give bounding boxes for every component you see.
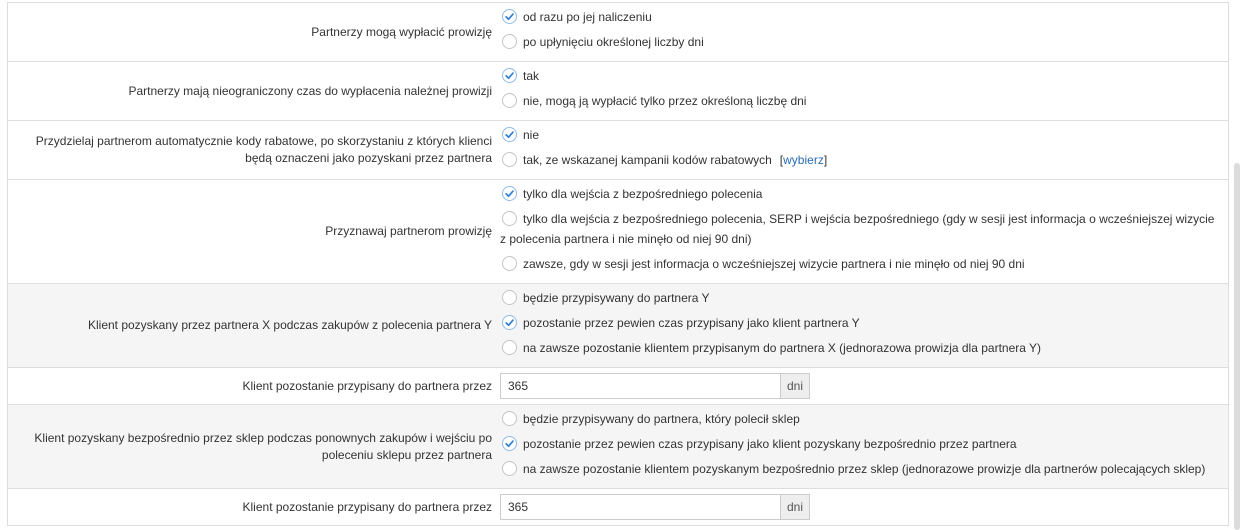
radio-button[interactable] [502, 127, 517, 142]
radio-option-assign-to-partner-y[interactable] [500, 288, 1228, 308]
setting-row-assignment-period-direct [8, 489, 1228, 526]
campaign-picker [780, 153, 827, 167]
setting-row-assignment-period [8, 368, 1228, 405]
days-input-group [500, 494, 1228, 520]
setting-row-commission-scope [8, 180, 1228, 284]
setting-label-text: Partnerzy mają nieograniczony czas do wypłacenia należnej prowizji [128, 83, 492, 98]
radio-option-payout-immediately[interactable] [500, 7, 1228, 27]
radio-check-icon [502, 9, 517, 24]
radio-check-icon [502, 211, 517, 226]
bracket-open: [ [779, 153, 784, 167]
radio-option-label: tak, ze wskazanej kampanii kodów rabatowych [523, 153, 772, 167]
radio-button[interactable] [502, 461, 517, 476]
radio-button[interactable] [502, 411, 517, 426]
setting-label [8, 489, 500, 525]
input-cell [500, 368, 1228, 404]
radio-option-label: od razu po jej naliczeniu [523, 10, 652, 24]
radio-option-codes-yes[interactable] [500, 150, 1228, 170]
radio-option-label: zawsze, gdy w sesji jest informacja o wcześniejszej wizycie partnera i nie minęło od niej 90 dni [523, 257, 1025, 271]
radio-button[interactable] [502, 186, 517, 201]
affiliate-settings-panel [7, 2, 1229, 526]
setting-label-text: Partnerzy mogą wypłacić prowizję [311, 24, 492, 39]
setting-label [8, 3, 500, 61]
radio-option-label: tylko dla wejścia z bezpośredniego polecenia [523, 187, 763, 201]
radio-option-label: nie [523, 128, 540, 142]
setting-label [8, 284, 500, 367]
radio-button[interactable] [502, 152, 517, 167]
radio-option-label: na zawsze pozostanie klientem przypisanym do partnera X (jednorazowa prowizja dla partnera Y) [523, 341, 1042, 355]
radio-check-icon [502, 186, 517, 201]
assignment-days-input[interactable] [500, 373, 780, 399]
radio-option-label: będzie przypisywany do partnera, który polecił sklep [523, 412, 800, 426]
setting-label-text: Klient pozostanie przypisany do partnera przez [242, 378, 492, 393]
radio-check-icon [502, 340, 517, 355]
setting-label-text: Klient pozyskany przez partnera X podczas zakupów z polecenia partnera Y [87, 318, 492, 332]
radio-check-icon [502, 152, 517, 167]
radio-button[interactable] [502, 315, 517, 330]
bracket-close: ] [823, 153, 828, 167]
setting-label-line: będą oznaczeni jako pozyskani przez partnera [245, 151, 492, 165]
radio-check-icon [502, 315, 517, 330]
days-unit-addon: dni [780, 373, 810, 399]
radio-option-unlimited-yes[interactable] [500, 66, 1228, 86]
radio-option-label: po upłynięciu określonej liczby dni [523, 35, 704, 49]
setting-row-returning-direct-client [8, 405, 1228, 489]
setting-label [8, 121, 500, 179]
setting-label [8, 62, 500, 120]
setting-row-auto-discount-codes [8, 121, 1228, 180]
radio-check-icon [502, 93, 517, 108]
radio-check-icon [502, 68, 517, 83]
radio-option-forever-shop[interactable] [500, 459, 1228, 479]
radio-button[interactable] [502, 436, 517, 451]
scrollbar-thumb[interactable] [1234, 163, 1240, 530]
radio-option-unlimited-no[interactable] [500, 91, 1228, 111]
radio-button[interactable] [502, 93, 517, 108]
radio-button[interactable] [502, 211, 517, 226]
radio-group [500, 405, 1228, 488]
radio-option-label: na zawsze pozostanie klientem pozyskanym bezpośrednio przez sklep (jednorazowe prowizje dla partnerów polecających sklep) [523, 462, 1206, 476]
radio-option-temporarily-partner-y[interactable] [500, 313, 1228, 333]
radio-option-always[interactable] [500, 254, 1228, 274]
input-cell [500, 489, 1228, 525]
setting-row-unlimited-payout-time [8, 62, 1228, 121]
radio-check-icon [502, 290, 517, 305]
days-unit-addon: dni [780, 494, 810, 520]
radio-button[interactable] [502, 34, 517, 49]
setting-row-client-from-other-partner [8, 284, 1228, 368]
assignment-days-input-direct[interactable] [500, 494, 780, 520]
scrollbar-track[interactable] [1232, 0, 1241, 530]
radio-option-assign-to-referring-partner[interactable] [500, 409, 1228, 429]
setting-label-text: Klient pozostanie przypisany do partnera przez [242, 499, 492, 514]
radio-button[interactable] [502, 9, 517, 24]
radio-option-label-line: z polecenia partnera i nie minęło od niej 90 dni) [500, 232, 752, 246]
setting-label [8, 368, 500, 404]
setting-row-payout-timing [8, 3, 1228, 62]
radio-button[interactable] [502, 68, 517, 83]
setting-label-text: Przyznawaj partnerom prowizję [325, 224, 492, 238]
radio-group [500, 284, 1228, 367]
radio-option-label: tak [523, 69, 540, 83]
radio-group [500, 180, 1228, 283]
radio-option-direct-referral-only[interactable] [500, 184, 1228, 204]
radio-option-label: będzie przypisywany do partnera Y [523, 291, 710, 305]
setting-label [8, 405, 500, 488]
radio-option-codes-no[interactable] [500, 125, 1228, 145]
setting-label-line: Klient pozyskany bezpośrednio przez sklep podczas ponownych zakupów i wejściu po [34, 430, 492, 445]
radio-option-label: pozostanie przez pewien czas przypisany jako klient pozyskany bezpośrednio przez partnera [523, 437, 1017, 451]
select-campaign-link[interactable]: wybierz [783, 153, 824, 167]
radio-group [500, 121, 1228, 179]
radio-check-icon [502, 461, 517, 476]
setting-label [8, 180, 500, 283]
radio-button[interactable] [502, 290, 517, 305]
radio-option-forever-partner-x[interactable] [500, 338, 1228, 358]
radio-option-referral-serp-direct[interactable] [500, 209, 1228, 249]
radio-button[interactable] [502, 256, 517, 271]
setting-label-line: Przydzielaj partnerom automatycznie kody rabatowe, po skorzystaniu z których klienci [35, 134, 492, 148]
radio-check-icon [502, 34, 517, 49]
radio-option-label-line: tylko dla wejścia z bezpośredniego polecenia, SERP i wejścia bezpośredniego (gdy w sesji jest informacja o wcześniejszej wizycie [523, 212, 1215, 226]
radio-check-icon [502, 127, 517, 142]
radio-option-payout-after-days[interactable] [500, 32, 1228, 52]
radio-check-icon [502, 436, 517, 451]
radio-group [500, 62, 1228, 120]
days-input-group [500, 373, 1228, 399]
radio-group [500, 3, 1228, 61]
radio-check-icon [502, 256, 517, 271]
radio-option-label: pozostanie przez pewien czas przypisany jako klient partnera Y [523, 316, 860, 330]
radio-check-icon [502, 411, 517, 426]
radio-option-temporarily-direct[interactable] [500, 434, 1228, 454]
radio-button[interactable] [502, 340, 517, 355]
setting-label-line: poleceniu sklepu przez partnera [321, 447, 492, 462]
radio-option-label: nie, mogą ją wypłacić tylko przez określoną liczbę dni [523, 94, 807, 108]
